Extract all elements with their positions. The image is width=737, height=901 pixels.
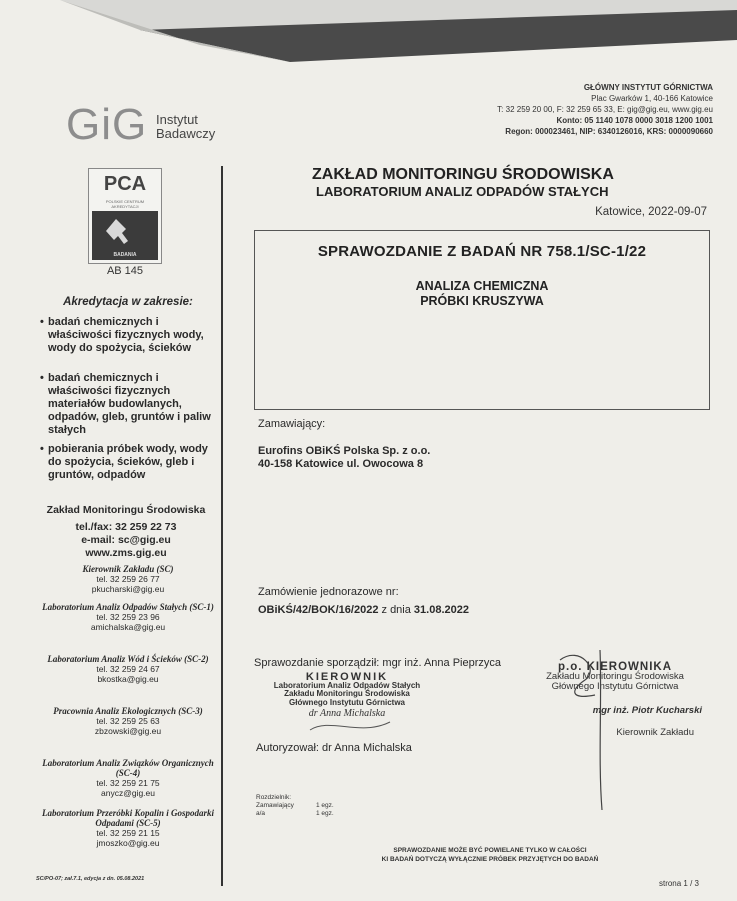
institute-contact: T: 32 259 20 00, F: 32 259 65 33, E: gig@gig.eu, www.gig.eu — [497, 105, 713, 114]
column-divider — [221, 166, 223, 886]
client-label: Zamawiający: — [258, 418, 326, 430]
order-number-line: OBiKŚ/42/BOK/16/2022 z dnia 31.08.2022 — [258, 604, 469, 616]
gig-logo: GiG — [66, 100, 148, 149]
report-title: SPRAWOZDANIE Z BADAŃ NR 758.1/SC-1/22 — [317, 243, 647, 260]
prepared-by: Sprawozdanie sporządził: mgr inż. Anna Pieprzyca — [254, 657, 502, 669]
unit-sc2: Laboratorium Analiz Wód i Ścieków (SC-2) tel. 32 259 24 67 bkostka@gig.eu — [47, 654, 209, 684]
page-number: strona 1 / 3 — [658, 879, 699, 888]
laboratory-title: LABORATORIUM ANALIZ ODPADÓW STAŁYCH — [316, 184, 609, 199]
pca-subtitle: POLSKIE CENTRUM AKREDYTACJI — [105, 199, 145, 209]
pca-title: PCA — [103, 173, 147, 195]
pca-microscope-icon — [92, 211, 158, 258]
signature-graphic — [540, 640, 650, 820]
signature-line-left — [250, 712, 450, 742]
client-address: 40-158 Katowice ul. Owocowa 8 — [258, 458, 424, 470]
unit-sc3: Pracownia Analiz Ekologicznych (SC-3) tel. 32 259 25 63 zbzowski@gig.eu — [53, 706, 203, 736]
unit-sc5: Laboratorium Przeróbki Kopalin i Gospodarki Odpadami (SC-5) tel. 32 259 21 15 jmoszko@gig.eu — [41, 808, 215, 848]
header-band-graphic — [0, 0, 737, 80]
form-code: SC/PO-07; zał.7.1, edycja z dn. 05.08.2021 — [36, 876, 145, 882]
pca-accreditation-logo — [88, 168, 162, 264]
institute-account: Konto: 05 1140 1078 0000 3018 1200 1001 — [556, 116, 713, 125]
institute-header — [497, 82, 713, 137]
accreditation-heading: Akredytacja w zakresie: — [63, 296, 193, 308]
report-subject-2: PRÓBKI KRUSZYWA — [420, 294, 544, 308]
order-label: Zamówienie jednorazowe nr: — [258, 586, 399, 598]
zms-email: e-mail: sc@gig.eu — [81, 534, 171, 546]
report-date: Katowice, 2022-09-07 — [595, 206, 707, 218]
authorized-by: Autoryzował: dr Anna Michalska — [256, 742, 412, 754]
zms-phone: tel./fax: 32 259 22 73 — [75, 521, 177, 533]
accreditation-item-1: • badań chemicznych i właściwości fizycznych wody, wody do spożycia, ścieków — [40, 316, 204, 354]
pca-badge — [92, 211, 158, 260]
distribution-label: Rozdzielnik: — [256, 794, 292, 801]
client-name: Eurofins OBiKŚ Polska Sp. z o.o. — [258, 445, 431, 457]
report-subject — [255, 279, 709, 309]
logo-sub-2: Badawczy — [156, 126, 216, 141]
distribution-list: Rozdzielnik: Zamawiający 1 egz. a/a 1 egz. — [256, 794, 334, 817]
order-date: 31.08.2022 — [413, 604, 469, 616]
zms-name: Zakład Monitoringu Środowiska — [46, 504, 206, 516]
zms-contact — [36, 504, 216, 560]
pca-label: BADANIA — [113, 252, 137, 258]
report-title-box — [254, 230, 710, 410]
logo-sub-1: Instytut — [156, 112, 198, 127]
department-title: ZAKŁAD MONITORINGU ŚRODOWISKA — [312, 166, 614, 183]
report-subject-1: ANALIZA CHEMICZNA — [415, 279, 549, 293]
institute-address: Plac Gwarków 1, 40-166 Katowice — [591, 94, 713, 103]
unit-sc1: Laboratorium Analiz Odpadów Stałych (SC-1) tel. 32 259 23 96 amichalska@gig.eu — [42, 602, 214, 632]
stamp-lab-head: KIEROWNIK Laboratorium Analiz Odpadów Stałych Zakładu Monitoringu Środowiska Głównego Instytutu Górnictwa dr Anna Michalska — [273, 671, 421, 719]
institute-regon: Regon: 000023461, NIP: 6340126016, KRS: 0000090660 — [505, 127, 713, 136]
zms-www: www.zms.gig.eu — [85, 547, 167, 559]
institute-name: GŁÓWNY INSTYTUT GÓRNICTWA — [583, 83, 713, 92]
unit-sc: Kierownik Zakładu (SC) tel. 32 259 26 77 pkucharski@gig.eu — [82, 564, 174, 594]
unit-sc4: Laboratorium Analiz Związków Organicznych (SC-4) tel. 32 259 21 75 anycz@gig.eu — [42, 758, 214, 798]
order-number: OBiKŚ/42/BOK/16/2022 — [258, 604, 379, 616]
accreditation-item-2: • badań chemicznych i właściwości fizycznych materiałów budowlanych, odpadów, gleb, gruntów i paliw stałych — [40, 372, 211, 436]
accreditation-number: AB 145 — [106, 265, 144, 277]
logo-subtitle — [156, 113, 215, 141]
accreditation-item-3: • pobierania próbek wody, wody do spożycia, ścieków, gleb i gruntów, odpadów — [40, 443, 208, 481]
copy-notice: SPRAWOZDANIE MOŻE BYĆ POWIELANE TYLKO W CAŁOŚCI KI BADAŃ DOTYCZĄ WYŁĄCZNIE PRÓBEK PRZYJĘTYCH DO BADAŃ — [381, 847, 599, 863]
stamp-department-head: p.o. KIEROWNIKA Zakładu Monitoringu Środowiska Głównego Instytutu Górnictwa mgr inż. Piotr Kucharski Kierownik Zakładu — [546, 661, 702, 738]
